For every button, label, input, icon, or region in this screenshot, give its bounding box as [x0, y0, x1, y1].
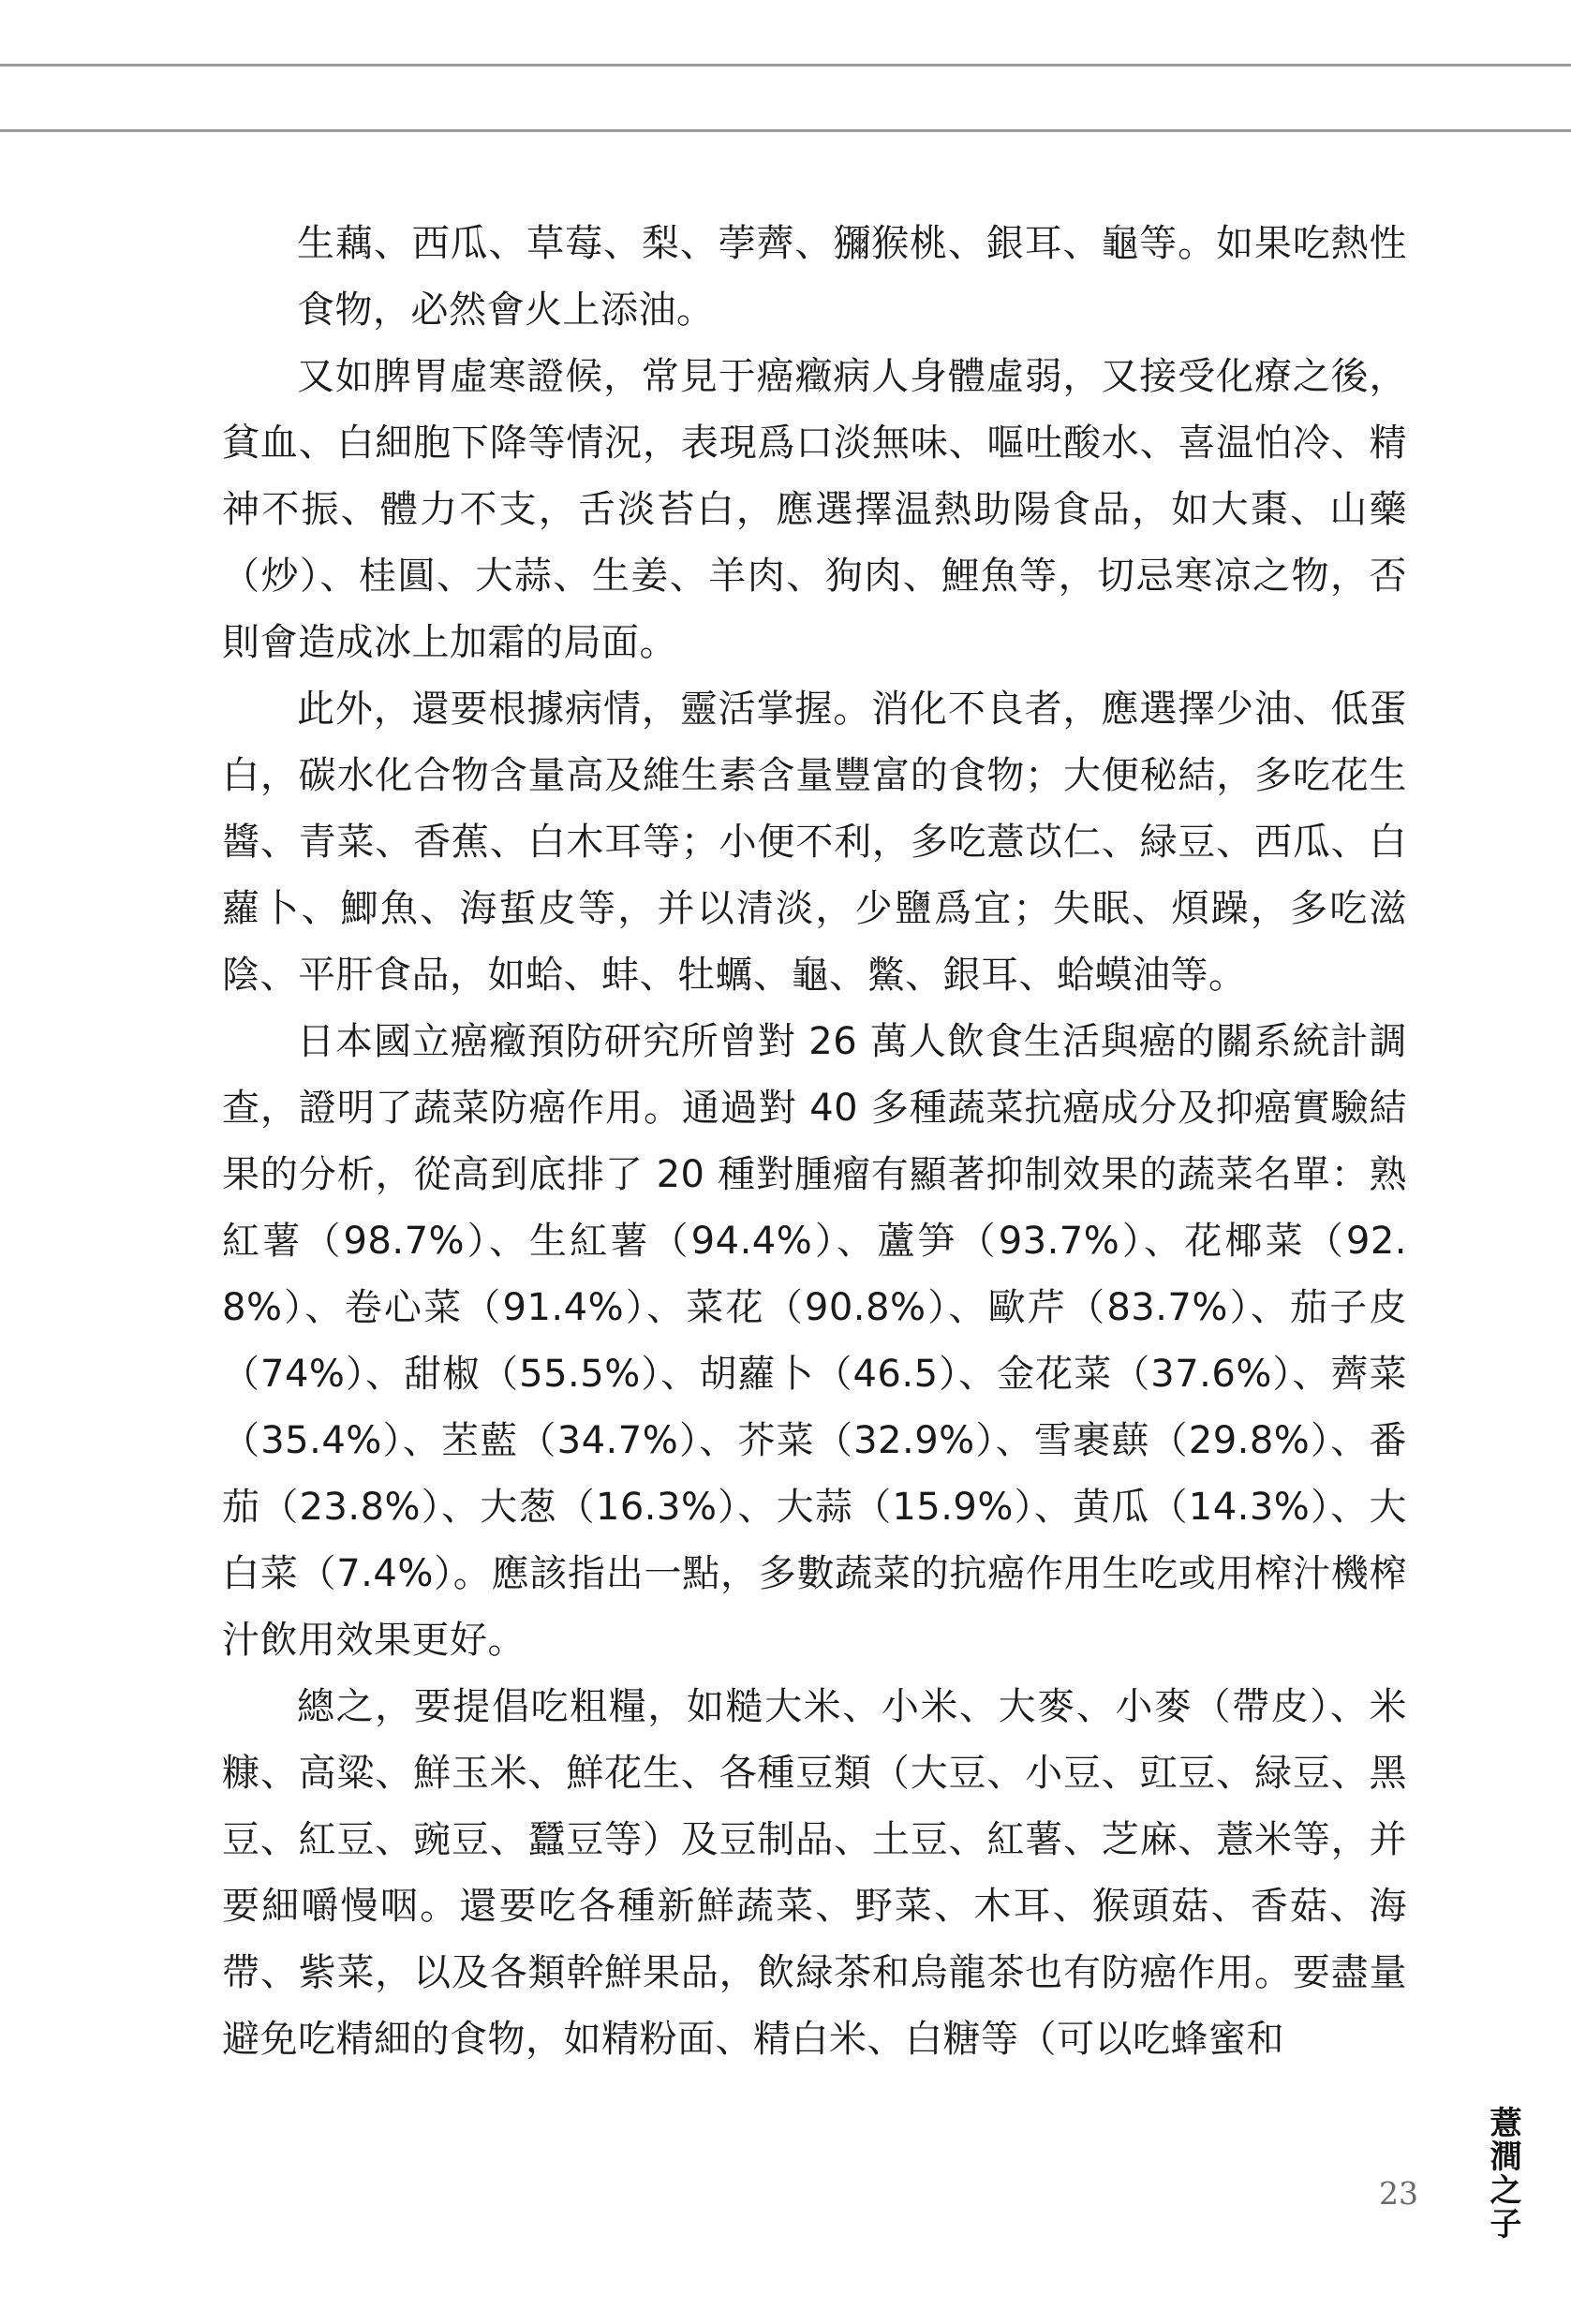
paragraph-4: 日本國立癌癥預防研究所曾對 26 萬人飲食生活與癌的關系統計調查，證明了蔬菜防癌作用。通過對 40 多種蔬菜抗癌成分及抑癌實驗結果的分析，從高到底排了 20 種對腫瘤有顯著抑制效果的蔬菜名單：熟紅薯（98.7%）、生紅薯（94.4%）、蘆笋（93.7%）、花椰菜（92.8%）、卷心菜（91.4%）、菜花（90.8%）、歐芹（83.7%）、茄子皮（74%）、甜椒（55.5%）、胡蘿卜（46.5）、金花菜（37.6%）、薺菜（35.4%）、苤藍（34.7%）、芥菜（32.9%）、雪裹蕻（29.8%）、番茄（23.8%）、大葱（16.3%）、大蒜（15.9%）、黄瓜（14.3%）、大白菜（7.4%）。應該指出一點，多數蔬菜的抗癌作用生吃或用榨汁機榨汁飲用效果更好。 — [222, 1020, 1407, 1662]
paragraph-1: 生藕、西瓜、草莓、梨、荸薺、獼猴桃、銀耳、龜等。如果吃熱性食物，必然會火上添油。 — [297, 222, 1407, 332]
paragraph-5: 總之，要提倡吃粗糧，如糙大米、小米、大麥、小麥（帶皮）、米糠、高粱、鮮玉米、鮮花生、各種豆類（大豆、小豆、豇豆、緑豆、黑豆、紅豆、豌豆、蠶豆等）及豆制品、土豆、紅薯、芝麻、薏米等，并要細嚼慢咽。還要吃各種新鮮蔬菜、野菜、木耳、猴頭菇、香菇、海帶、紫菜，以及各類幹鮮果品，飲緑茶和烏龍茶也有防癌作用。要盡量避免吃精細的食物，如精粉面、精白米、白糖等（可以吃蜂蜜和 — [222, 1685, 1407, 2061]
paragraph-3: 此外，還要根據病情，靈活掌握。消化不良者，應選擇少油、低蛋白，碳水化合物含量高及維生素含量豐富的食物；大便秘結，多吃花生醬、青菜、香蕉、白木耳等；小便不利，多吃薏苡仁、緑豆、西瓜、白蘿卜、鯽魚、海蜇皮等，并以清淡，少鹽爲宜；失眠、煩躁，多吃滋陰、平肝食品，如蛤、蚌、牡蠣、龜、鱉、銀耳、蛤蟆油等。 — [222, 688, 1407, 997]
header-rule-bottom — [0, 129, 1571, 132]
page-body — [222, 211, 1407, 2073]
header-rule-top — [0, 64, 1571, 67]
side-title: 薏澗之子 — [1484, 2106, 1521, 2241]
page-number: 23 — [1379, 2175, 1418, 2212]
paragraph-2: 又如脾胃虛寒證候，常見于癌癥病人身體虛弱，又接受化療之後，貧血、白細胞下降等情況，表現爲口淡無味、嘔吐酸水、喜温怕冷、精神不振、體力不支，舌淡苔白，應選擇温熱助陽食品，如大棗、山藥（炒）、桂圓、大蒜、生姜、羊肉、狗肉、鯉魚等，切忌寒凉之物，否則會造成冰上加霜的局面。 — [222, 355, 1407, 664]
